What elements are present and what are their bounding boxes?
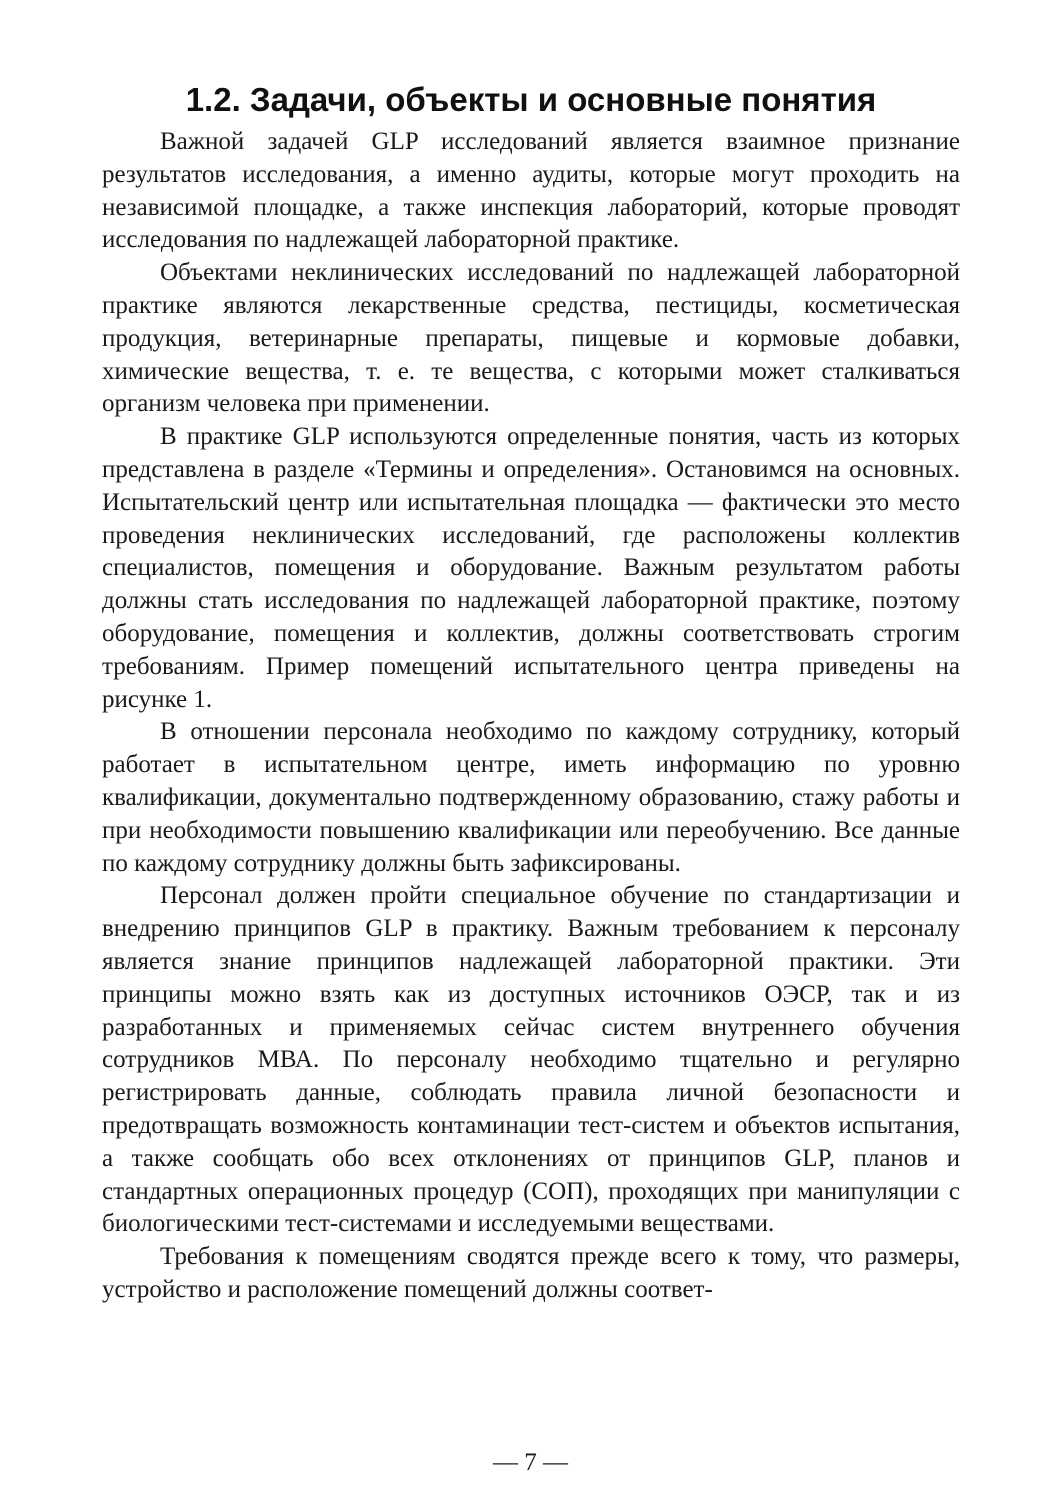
document-page [102,80,960,1307]
paragraph-facility-requirements: Требования к помещениям сводятся прежде всего к тому, что размеры, устройство и расположение помещений должны соответ- [102,1243,960,1303]
paragraph-personnel-training: Персонал должен пройти специальное обучение по стандартизации и внедрению принципов GLP в практику. Важным требованием к персоналу является знание принципов надлежащей лабораторной практики. Эти принципы можно взять как из доступных источников ОЭСР, так и из разработанных и применяемых сейчас систем внутреннего обучения сотрудников МВА. По персоналу необходимо тщательно и регулярно регистрировать данные, соблюдать правила личной безопасности и предотвращать возможность контаминации тест-систем и объектов испытания, а также сообщать обо всех отклонениях от принципов GLP, планов и стандартных операционных процедур (СОП), проходящих при манипуляции с биологическими тест-системами и исследуемыми веществами. [102,882,960,1238]
section-title: 1.2. Задачи, объекты и основные понятия [185,81,877,118]
paragraph-research-objects: Объектами неклинических исследований по надлежащей лабораторной практике являются лекарственные средства, пестициды, косметическая продукция, ветеринарные препараты, пищевые и кормовые добавки, химические вещества, т. е. те вещества, с которыми может сталкиваться организм человека при применении. [102,259,960,418]
page-number: — 7 — [493,1449,568,1476]
paragraph-mutual-recognition: Важной задачей GLP исследований является взаимное признание результатов исследования, а именно аудиты, которые могут проходить на независимой площадке, а также инспекция лабораторий, которые проводят исследования по надлежащей лабораторной практике. [102,128,960,254]
paragraph-basic-concepts: В практике GLP используются определенные понятия, часть из которых представлена в разделе «Термины и определения». Остановимся на основных. Испытательский центр или испытательная площадка — фактически это место проведения неклинических исследований, где расположены коллектив специалистов, помещения и оборудование. Важным результатом работы должны стать исследования по надлежащей лабораторной практике, поэтому оборудование, помещения и коллектив, должны соответствовать строгим требованиям. Пример помещений испытательного центра приведены на рисунке 1. [102,423,960,713]
paragraph-personnel-info: В отношении персонала необходимо по каждому сотруднику, который работает в испытательном центре, иметь информацию по уровню квалификации, документально подтвержденному образованию, стажу работы и при необходимости повышению квалификации или переобучению. Все данные по каждому сотруднику должны быть зафиксированы. [102,718,960,877]
